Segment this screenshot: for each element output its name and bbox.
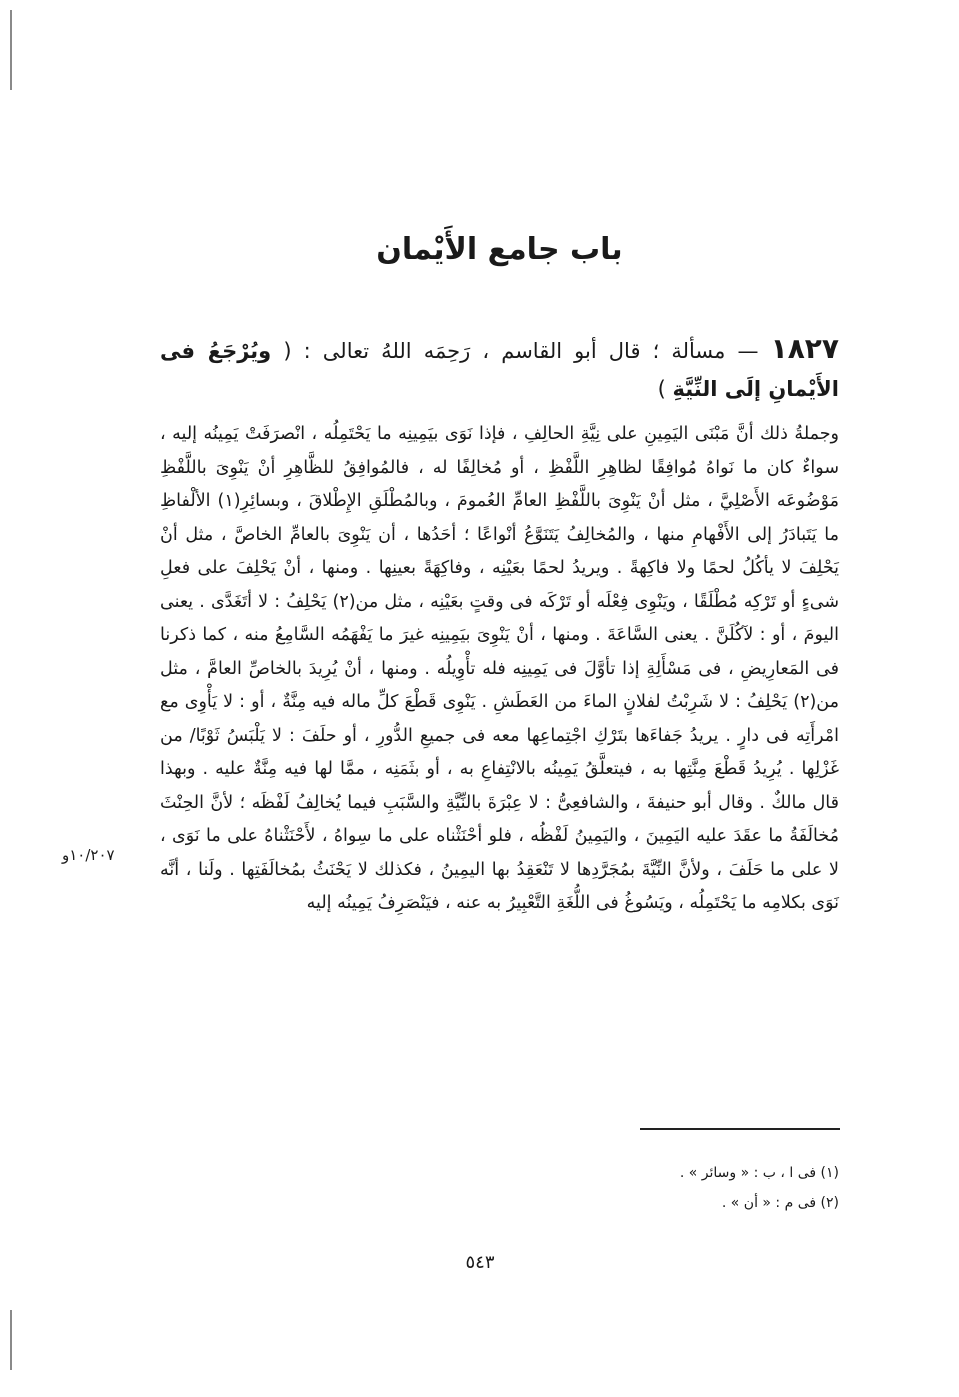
page-number: ٥٤٣ — [465, 1252, 495, 1273]
footnote-item: (٢) فى م : « أن » . — [721, 1195, 839, 1211]
body-paragraph: وجملةُ ذلك أنَّ مَبْنَى اليَمِينِ على نِيَّةِ الحالِفِ ، فإذا نَوَى بيَمِينِه ما يَحْتَمِلُه ، انْصرَفَتْ يَمِينُه إليه ، سواءٌ كان ما نَواهُ مُوافِقًا لظاهِرِ اللَّفْظِ ، أو مُخالِفًا له ، فالمُوافِقُ للظَّاهِرِ أنْ يَنْوِىَ باللَّفْظِ مَوْضُوعَه الأَصْلِيَّ ، مثل أنْ يَنْوِىَ باللَّفْظِ العامِّ العُمومَ ، وبالمُطْلَقِ الإِطْلاقَ ، وبسائِرِ(١) الألْفاظِ ما يَتَبادَرُ إلى الأَفْهامِ منها ، والمُخالِفُ يَتَنَوَّعُ أنْواعًا ؛ أحَدُها ، أن يَنْوِىَ بالعامِّ الخاصَّ ، مثل أنْ يَحْلِفَ لا يأكُلُ لحمًا ولا فاكِهةً . ويريدُ لحمًا بعَيْنِه ، وفاكِهَةً بعينِها . ومنها ، أنْ يَحْلِفَ على فعلِ شىءٍ أو تَرْكِه مُطْلَقًا ، ويَنْوِى فِعْلَه أو تَرْكَه فى وقتٍ بعَيْنِه ، مثل من(٢) يَحْلِفُ : لا أتَغَدَّى . يعنى اليومَ ، أو : لآكُلَنَّ . يعنى السَّاعَةَ . ومنها ، أنْ يَنْوِىَ بيَمِينِه غيرَ ما يَفْهَمُه السَّامِعُ منه ، كما ذكرنا فى المَعارِيضِ ، فى مَسْأَلِةِ إذا تأوَّلَ فى يَمِينِه فله تأْوِيلُه . ومنها ، أنْ يُرِيدَ بالخاصِّ العامَّ ، مثل من(٢) يَحْلِفُ : لا شَرِبْتُ لفلانٍ الماءَ من العَطَشِ . يَنْوِى قَطْعَ كلِّ ماله فيه مِنَّةٌ ، أو : لا يَأْوِى مع امْرأَتِه فى دارٍ . يريدُ جَفاءَها بتَرْكِ اجْتِماعِها معه فى جميعِ الدُّورِ ، أو حلَفَ : لا يَلْبَسُ ثَوْبًا/ من غَزْلِها . يُرِيدُ قَطْعَ مِنَّتِها به ، فيتعلَّقُ يَمِينُه بالانْتِفاعِ به ، أو بثَمَنِه ، ممَّا لها فيه مِنَّةٌ عليه . وبهذا قال مالكٌ . وقال أبو حنيفةَ ، والشافعِىُّ : لا عِبْرَةَ بالنِّيَّةِ والسَّبَبِ فيما يُخالِفُ لَفْظَه ؛ لأنَّ الحِنْثَ مُخالَفَةُ ما عقَدَ عليه اليَمِينَ ، واليَمِينُ لَفْظُه ، فلو أحْنَثْناه على ما سِواهُ ، لأَحْنَثْناهُ على ما نَوَى ، لا على ما حَلَفَ ، ولأنَّ النِّيَّةَ بمُجَرَّدِها لا تَنْعَقِدُ بها اليمِينُ ، فكذلك لا يَحْنَثُ بمُخالَفَتِها . ولَنا ، أنَّه نَوَى بكلامِه ما يَحْتَمِلُه ، ويَسُوغُ فى اللُّغَةِ التَّعْبِيرُ به عنه ، فيَنْصَرِفُ يَمِينُه إليه — [160, 424, 839, 913]
issue-quote: ويُرْجَعُ فى الأَيْمانِ إلَى النِّيَّةِ — [160, 339, 839, 401]
issue-intro: — مسألة ؛ قال أبو القاسم ، رَحِمَه اللهُ تعالى : ( — [283, 339, 759, 363]
issue-number: ١٨٢٧ — [770, 332, 839, 365]
footnote-item: (١) فى ا ، ب : « وسائر » . — [679, 1165, 839, 1181]
issue-heading — [160, 330, 839, 408]
manuscript-margin-note: ١٠/٢٠٧و — [62, 846, 115, 864]
chapter-title: باب جامع الأَيْمان — [376, 232, 623, 267]
issue-quote-close: ) — [657, 377, 666, 401]
scan-edge-mark — [10, 1310, 12, 1370]
footnote-divider — [640, 1128, 840, 1130]
scan-edge-mark — [10, 10, 12, 90]
footnotes — [160, 1158, 839, 1218]
